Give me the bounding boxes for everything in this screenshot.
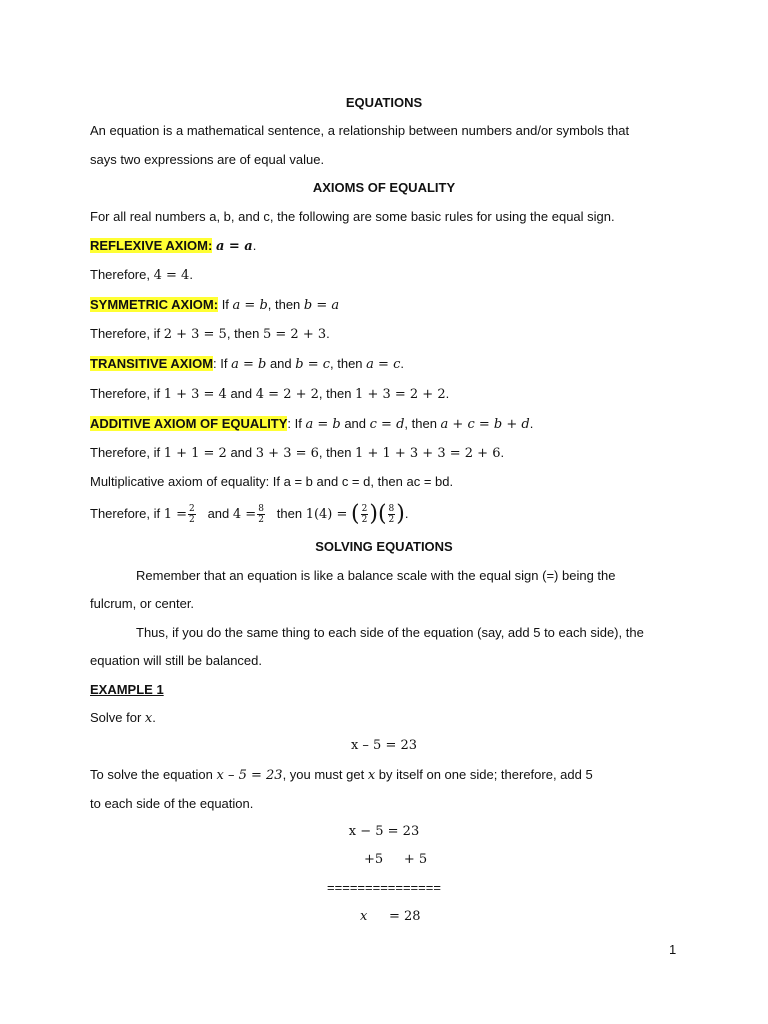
example-math: 4 = 4	[153, 268, 190, 283]
then-word: , then	[318, 386, 356, 401]
fraction-denominator: 2	[361, 515, 368, 525]
symmetric-example	[90, 325, 330, 344]
if-math: c = d	[369, 417, 405, 432]
and-word: and	[207, 505, 233, 521]
and-word: and	[226, 386, 256, 401]
example-math: 1 =	[163, 506, 187, 522]
example1-explanation-line2: to each side of the equation.	[90, 796, 254, 811]
intro-line-2: says two expressions are of equal value.	[90, 152, 325, 167]
reflexive-axiom-label: REFLEXIVE AXIOM:	[90, 238, 213, 253]
page-title: EQUATIONS	[345, 95, 423, 110]
fraction-denominator: 2	[189, 515, 195, 525]
transitive-axiom-line	[90, 355, 404, 374]
solving-heading: SOLVING EQUATIONS	[315, 539, 453, 554]
punct: .	[445, 386, 450, 401]
fraction-denominator: 2	[388, 515, 395, 525]
then-word: , then	[404, 416, 441, 431]
fraction	[188, 504, 196, 525]
paren-close: )	[396, 501, 405, 527]
if-word: : If	[287, 416, 306, 431]
then-word: , then	[318, 445, 356, 460]
example-if: Therefore, if	[90, 386, 164, 401]
fraction	[361, 504, 369, 525]
punct: .	[252, 238, 257, 253]
axioms-heading: AXIOMS OF EQUALITY	[312, 180, 456, 195]
example-math: 3 + 3 = 6	[255, 446, 319, 461]
explanation-math: x – 5 = 23	[216, 768, 283, 783]
additive-axiom-label: ADDITIVE AXIOM OF EQUALITY	[90, 416, 288, 431]
then-math: b = a	[303, 298, 340, 313]
transitive-example	[90, 385, 449, 404]
punct: .	[529, 416, 534, 431]
example1-heading: EXAMPLE 1	[90, 682, 164, 697]
fraction-numerator: 2	[189, 504, 195, 514]
example-if: Therefore, if	[90, 326, 164, 341]
if-word: If	[218, 297, 233, 312]
example1-equation: x – 5 = 23	[350, 738, 418, 753]
fraction-numerator: 8	[388, 504, 395, 514]
example-math: 2 + 3 = 5	[163, 327, 227, 342]
if-math: a = b	[305, 417, 341, 432]
fraction	[257, 504, 265, 525]
punct: .	[152, 710, 156, 725]
result: = 28	[389, 909, 421, 924]
example-math: 1(4) =	[305, 506, 348, 522]
if-math: b = c	[295, 357, 331, 372]
solving-para1-line1: Remember that an equation is like a balance scale with the equal sign (=) being the	[136, 568, 616, 583]
then-math: a = c	[366, 357, 401, 372]
paren-open: (	[377, 501, 387, 527]
example-math: 4 =	[232, 506, 257, 522]
fraction-numerator: 2	[361, 504, 368, 514]
example-math: 1 + 1 = 2	[163, 446, 227, 461]
example-if: Therefore, if	[90, 445, 164, 460]
explanation-text: by itself on one side; therefore, add 5	[375, 767, 593, 782]
example1-explanation-line1	[90, 766, 593, 785]
intro-line-1: An equation is a mathematical sentence, a relationship between numbers and/or symbols that	[90, 123, 630, 138]
transitive-axiom-label: TRANSITIVE AXIOM	[90, 356, 214, 371]
work-line-2: +5 + 5	[364, 852, 428, 867]
paren-close: )	[369, 501, 378, 527]
and-word: and	[226, 445, 256, 460]
example-math: 1 + 3 = 4	[163, 387, 227, 402]
then-math: a + c = b + d	[440, 417, 530, 432]
then-word: then	[276, 505, 306, 521]
example-math: 1 + 3 = 2 + 2	[355, 387, 446, 402]
axioms-intro: For all real numbers a, b, and c, the following are some basic rules for using the equal sign.	[90, 209, 615, 224]
solve-text: Solve for	[90, 710, 145, 725]
explanation-text: , you must get	[282, 767, 368, 782]
additive-axiom-line	[90, 415, 533, 434]
variable: x	[144, 711, 153, 726]
paren-open: (	[351, 501, 360, 527]
then-word: , then	[330, 356, 367, 371]
if-math: a = b	[232, 298, 268, 313]
symmetric-axiom-label: SYMMETRIC AXIOM:	[90, 297, 219, 312]
example1-solve-for	[90, 709, 156, 728]
symmetric-axiom-line	[90, 296, 339, 315]
solving-para2-line2: equation will still be balanced.	[90, 653, 262, 668]
punct: .	[404, 505, 409, 521]
example-text: Therefore,	[90, 267, 150, 282]
solving-para1-line2: fulcrum, or center.	[90, 596, 195, 611]
explanation-text: To solve the equation	[90, 767, 217, 782]
multiplicative-axiom-line: Multiplicative axiom of equality: If a = b and c = d, then ac = bd.	[90, 474, 454, 489]
then-word: , then	[267, 297, 304, 312]
reflexive-axiom-statement: a = a	[215, 239, 253, 254]
punct: .	[400, 356, 404, 371]
punct: .	[326, 326, 330, 341]
example-if: Therefore, if	[90, 505, 164, 521]
and-word: and	[266, 356, 296, 371]
page-number: 1	[669, 942, 677, 957]
example-then: , then	[226, 326, 263, 341]
punct: .	[189, 267, 193, 282]
fraction-numerator: 8	[258, 504, 264, 514]
reflexive-axiom-line	[90, 237, 256, 256]
fraction-denominator: 2	[258, 515, 264, 525]
work-line-1: x − 5 = 23	[348, 824, 420, 839]
example-math: 1 + 1 + 3 + 3 = 2 + 6	[355, 446, 501, 461]
punct: .	[500, 445, 505, 460]
and-word: and	[340, 416, 370, 431]
work-separator: ===============	[327, 880, 441, 895]
multiplicative-example	[90, 501, 409, 527]
solving-para2-line1: Thus, if you do the same thing to each side of the equation (say, add 5 to each side), the	[136, 625, 644, 640]
additive-example	[90, 444, 504, 463]
if-math: a = b	[231, 357, 267, 372]
example-math: 4 = 2 + 2	[255, 387, 319, 402]
reflexive-example	[90, 266, 193, 285]
work-line-4	[360, 907, 421, 926]
variable: x	[367, 768, 376, 783]
fraction	[388, 504, 396, 525]
variable: x	[360, 909, 368, 924]
if-word: : If	[213, 356, 232, 371]
example-math: 5 = 2 + 3	[262, 327, 327, 342]
